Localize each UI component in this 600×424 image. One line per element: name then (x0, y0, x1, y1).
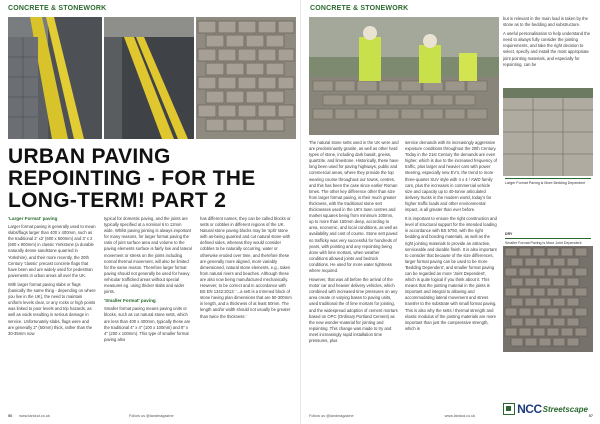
photo-small-format-setts (503, 246, 593, 352)
headline-line: LONG-TERM! PART 2 (8, 189, 227, 212)
right-column-2 (405, 140, 497, 406)
paragraph: However, that was all before the arrival of the motor car and heavier delivery vehicles, which combined with increased time pressures on any area create or varying bases to paving units, used traditional the of lime mortars for jointing, and the widespread adoption of cement mortars based on OPC (Ordinary Portland Cement) as the new wonder-material for jointing and repointing. This change was made to try and meet increasingly rapid installation time pressures, plus (309, 277, 398, 343)
paragraph: service demands with its increasingly aggressive exposure conditions throughout the 20th Century. Today in the 21st Century the demands are even higher, which is due to the increased frequency of traffic, plus larger and heavier cars with power steering, especially new EV's, the trend to more three-quarter SUV style with 4 x 4 / AWD family cars, plus the increases in commercial vehicle size and capacity up to 40-tonne articulated delivery trucks in the modern world, today's far higher traffic loads and other environmental impact, is all greater than ever before. (405, 140, 497, 213)
paragraph: With larger format paving slabs or flags (basically the same thing - depending on where you live in the UK), the need to maintain uniform levels clear, or any rocks or high points was linked to poor levels and trip hazards, as well as voids resulting in serious damage in service. Unfortunately slabs, flags were and are generally 2" (50mm) thick, rather than the 30-35mm now (8, 281, 96, 336)
left-column-1 (8, 216, 96, 406)
paragraph: The natural stone setts used in the UK were and are predominantly granite, as well as other hard types of stone, including dark basalt, gneiss, quartzite, and limestone. Historically, these have long been used for paving highways, public and commercial areas, where they provide the top wearing course throughout our towns, centres, and this has been the case since earlier Roman times. The other key difference other than size from larger format paving, is their much greater thickness, with the traditional stone sett thicknesses used in the UK's town centres and market squares being from minimum 100mm, up to more than 150mm deep, according to area, economic, and local conditions, as well as availability and cost of course. Stone sett paved so trafficky was very successful for hundreds of years, with pointing and any repointing being done with lime mortars, when weather conditions allowed joints and bedrock conditions. He used for more water tightness where required. (309, 140, 399, 273)
right-page (300, 0, 600, 424)
headline-line: URBAN PAVING (8, 145, 171, 168)
caption-label: DRY (505, 232, 513, 236)
logo-brand: NCC (517, 402, 542, 416)
caption-text: Smaller Format Paving is More Joint Dependent (505, 241, 582, 245)
article-headline (8, 146, 298, 212)
photo-workers-repointing (309, 17, 499, 135)
paragraph: Smaller format paving means paving units or blocks, such as cut natural stone setts, which are less than 400 x 400mm, typically these are the traditional 4" x 4" (100 x 100mm) and 8" x 4" (200 x 100mm). This type of smaller format paving also (104, 306, 191, 342)
page-number: 57 (588, 414, 593, 418)
photo-yellow-lines (104, 17, 194, 139)
paragraph: but is relevant in the main load is taken by the stone as to the bedding and substructure. (503, 16, 588, 28)
logo-product: Streetscape (542, 404, 588, 414)
page-number: 56 (8, 414, 13, 418)
right-column-3 (503, 16, 593, 86)
section-tag: CONCRETE & STONEWORK (310, 5, 409, 12)
caption-text: Larger Format Paving is More Bedding Dependent (505, 181, 586, 185)
photo-road-edge (8, 17, 102, 139)
headline-line: REPOINTING - FOR THE (8, 167, 256, 190)
website-link[interactable]: www.landud.co.uk (19, 414, 50, 418)
paragraph: has different names, they can be called blocks or setts or cobbles in different regions of the UK. Natural stone paving blocks may be 'split' stone with as-being quarried and cut natural stone with defined sides, whereas they would consider cobbles to be naturally occurring, water or otherwise eroded over time, and therefore these are generally more aligned, more variably dimensioned, natural stone elements, e.g., taken from natural rivers and beaches. Although these are also now being manufactured mechanically. However, to be correct and in accordance with BS EN 1342:2013: '...a sett is a trimmed block of stone having plan dimensions that are 50-300mm in length, and a thickness of at least 50mm. The length and/or width should not usually be greater than twice the thickness.' (200, 216, 292, 319)
caption-larger-format (505, 178, 591, 186)
right-footer (309, 414, 593, 418)
left-column-3 (200, 216, 292, 406)
photo-sett-paving (196, 17, 296, 139)
photo-larger-format-paving (503, 88, 593, 176)
subhead: 'Larger Format' paving (8, 216, 58, 221)
section-tag: CONCRETE & STONEWORK (8, 5, 107, 12)
website-link[interactable]: www.landud.co.uk (444, 414, 476, 418)
caption-rule (505, 178, 591, 179)
caption-smaller-format (505, 232, 591, 246)
paragraph: Larger format paving is generally used to mean slabs/flags larger than 400 x 400mm, such as the traditional 2' x2' (600 x 600mm) and 3' x 2 (600 x 900mm) in classic Yorkstone (a durable naturally dense sandstone quarried in Yorkshire), and their more recently, the 20th Century 'classic' precast concrete flags that have been and are widely used for pedestrian pavements in urban areas all over the UK. (8, 224, 96, 278)
caption-rule (505, 238, 591, 239)
social-handle: Follow us @landmagazine (309, 414, 354, 418)
paragraph: It is important to ensure the right construction and level of structural support for the intended loading in accordance with BS 5750, with the right bedding and bonding materials, as well as the right jointing materials to provide an attractive, serviceable and durable finish. It is also important to consider that because of the size differences, larger format paving can be used to be more 'Bedding Dependent', and smaller format paving can be regarded as more 'Joint Dependent', which is quite logical if you think about it. This means that the jointing material in the joints is important and integral to allowing and accommodating lateral movement and stress transfer to the substrate with small format paving. This is also why the setts / thermal strength and elastic modulus of the jointing materials are more important than just the compressive strength, which is (405, 216, 497, 331)
social-handle: Follow us @landmagazine (128, 414, 174, 418)
left-footer (8, 414, 292, 418)
left-column-2 (104, 216, 192, 406)
subhead: 'Smaller Format' paving (104, 298, 156, 304)
paragraph: typical for domestic paving, and the joints are typically specified at a nominal 6 to 12mm wide. Whilst paving jointing is always important for many reasons, for larger format paving the ratio of joint surface area and volume to the paving elements surface is fairly low and lateral movement or stress on the joints including normal thermal movement, will also be limited for the same reason. Therefore larger format paving should not generally be used for heavy vehicular trafficked areas without special measures eg. using thicker slabs and wider joints. (104, 216, 192, 295)
right-column-1 (309, 140, 399, 406)
paragraph: A useful personalisation to help understand the need to always fully consider the jointing requirements, and take the right decision to select, specify and install the most appropriate joint pointing materials, and especially for repointing, can be (503, 31, 591, 67)
